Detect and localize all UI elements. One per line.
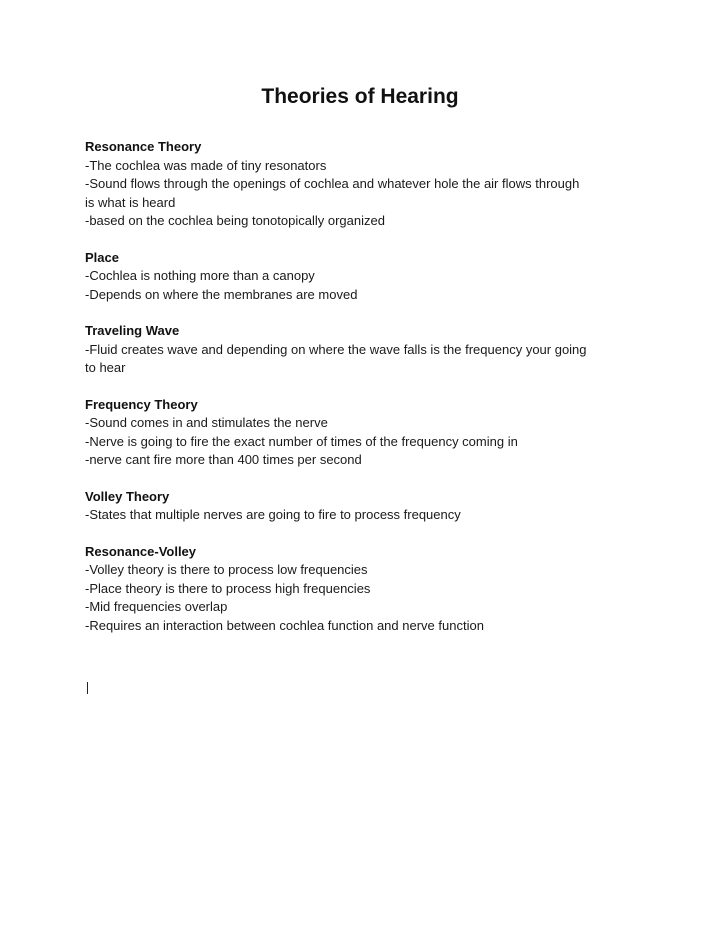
- section-place: [85, 249, 645, 305]
- section-frequency-theory: [85, 396, 645, 470]
- section-line: -Cochlea is nothing more than a canopy: [85, 268, 315, 283]
- section-line: -Sound flows through the openings of cochlea and whatever hole the air flows through: [85, 176, 580, 191]
- section-resonance-theory: [85, 138, 645, 231]
- section-line: -Mid frequencies overlap: [85, 599, 228, 614]
- section-heading: Volley Theory: [85, 488, 170, 504]
- section-line: -Nerve is going to fire the exact number of times of the frequency coming in: [85, 433, 518, 449]
- section-resonance-volley: [85, 543, 645, 636]
- section-volley-theory: [85, 488, 645, 525]
- document-title: Theories of Hearing: [261, 85, 459, 108]
- section-line: -Depends on where the membranes are moved: [85, 286, 358, 302]
- section-line: -States that multiple nerves are going to fire to process frequency: [85, 507, 461, 522]
- section-line: -Fluid creates wave and depending on where the wave falls is the frequency your going: [85, 341, 587, 357]
- section-line: -Requires an interaction between cochlea function and nerve function: [85, 617, 484, 633]
- section-heading: Resonance Theory: [85, 139, 202, 154]
- section-line: -Volley theory is there to process low frequencies: [85, 562, 368, 577]
- document-body: [85, 138, 645, 653]
- section-traveling-wave: [85, 322, 645, 378]
- section-line: is what is heard: [85, 194, 176, 210]
- section-heading: Traveling Wave: [85, 323, 180, 338]
- section-line: -nerve cant fire more than 400 times per second: [85, 452, 362, 467]
- text-cursor[interactable]: [87, 682, 88, 694]
- section-line: -The cochlea was made of tiny resonators: [85, 157, 327, 173]
- section-line: -Place theory is there to process high frequencies: [85, 580, 371, 596]
- section-line: to hear: [85, 360, 126, 375]
- section-line: -based on the cochlea being tonotopically organized: [85, 213, 385, 228]
- section-line: -Sound comes in and stimulates the nerve: [85, 415, 328, 430]
- section-heading: Place: [85, 249, 119, 265]
- section-heading: Frequency Theory: [85, 396, 198, 412]
- section-heading: Resonance-Volley: [85, 543, 197, 559]
